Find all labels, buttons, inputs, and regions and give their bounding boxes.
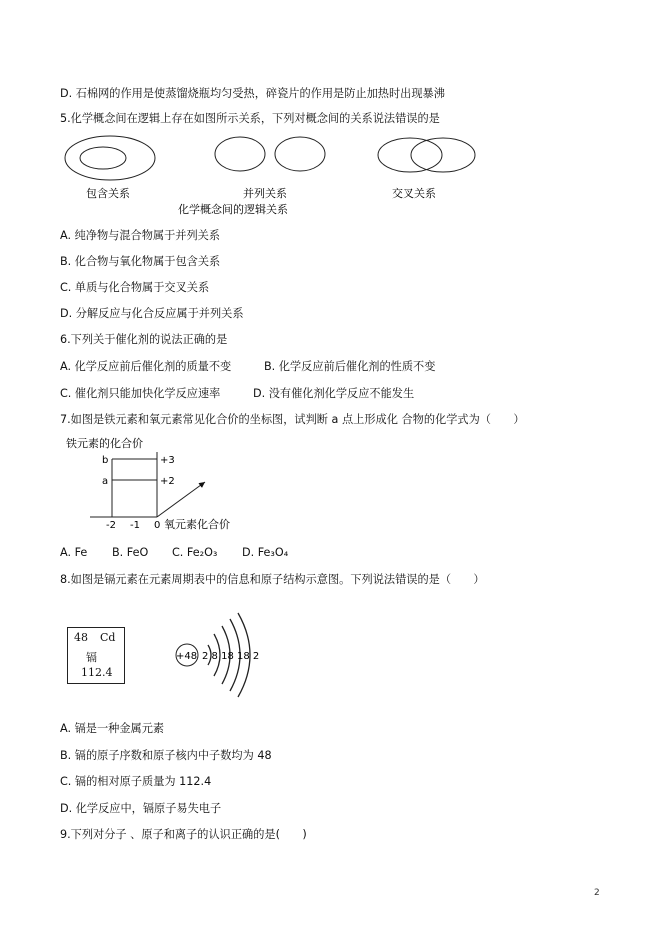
- q6-option-c: C. 催化剂只能加快化学反应速率: [60, 387, 221, 400]
- q8-option-a: A. 镉是一种金属元素: [60, 722, 165, 735]
- plus2-label: +2: [160, 476, 175, 487]
- plus3-label: +3: [160, 455, 175, 466]
- q6-option-b: B. 化学反应前后催化剂的性质不变: [264, 360, 436, 373]
- parallel-left-ellipse: [215, 137, 265, 171]
- cross-right-ellipse: [411, 138, 475, 172]
- cross-left-ellipse: [378, 138, 442, 172]
- q5-option-d: D. 分解反应与化合反应属于并列关系: [60, 307, 244, 320]
- x-tick-minus1: -1: [130, 520, 140, 531]
- q7-valence-graph: [0, 430, 661, 540]
- page-number: 2: [594, 888, 600, 898]
- nucleus-charge: +48: [176, 651, 198, 662]
- contain-inner-ellipse: [80, 147, 126, 169]
- q5-option-a: A. 纯净物与混合物属于并列关系: [60, 229, 221, 242]
- q8-option-b: B. 镉的原子序数和原子核内中子数均为 48: [60, 749, 272, 762]
- q6-stem: 6.下列关于催化剂的说法正确的是: [60, 333, 228, 346]
- element-symbol: Cd: [100, 631, 116, 644]
- x-axis-title: 氧元素化合价: [164, 518, 230, 531]
- q7-option-c: C. Fe₂O₃: [172, 546, 218, 559]
- atom-structure-diagram: [170, 608, 290, 698]
- atomic-number: 48: [74, 631, 88, 644]
- contain-label: 包含关系: [86, 187, 130, 200]
- diagram-caption: 化学概念间的逻辑关系: [178, 203, 288, 216]
- contain-outer-ellipse: [65, 136, 155, 180]
- q9-stem: 9.下列对分子 、原子和离子的认识正确的是( ): [60, 828, 307, 841]
- a-label: a: [102, 476, 109, 487]
- q5-logic-diagram: [0, 130, 661, 220]
- q6-option-d: D. 没有催化剂化学反应不能发生: [253, 387, 415, 400]
- q7-option-b: B. FeO: [112, 546, 149, 559]
- atomic-mass: 112.4: [81, 666, 113, 679]
- parallel-label: 并列关系: [243, 187, 287, 200]
- q7-option-a: A. Fe: [60, 546, 88, 559]
- q7-option-d: D. Fe₃O₄: [242, 546, 289, 559]
- x-tick-minus2: -2: [106, 520, 116, 531]
- trend-arrow: [157, 482, 205, 517]
- q5-stem: 5.化学概念间在逻辑上存在如图所示关系，下列对概念间的关系说法错误的是: [60, 112, 440, 125]
- q5-option-c: C. 单质与化合物属于交叉关系: [60, 281, 210, 294]
- q8-stem: 8.如图是镉元素在元素周期表中的信息和原子结构示意图。下列说法错误的是（ ）: [60, 573, 485, 586]
- shell-electron-counts: 2 8 18 18 2: [202, 651, 260, 662]
- q6-option-a: A. 化学反应前后催化剂的质量不变: [60, 360, 232, 373]
- parallel-right-ellipse: [275, 137, 325, 171]
- q8-option-d: D. 化学反应中，镉原子易失电子: [60, 802, 222, 815]
- y-axis-title: 铁元素的化合价: [66, 437, 143, 450]
- b-label: b: [102, 455, 109, 466]
- element-name: 镉: [86, 651, 97, 664]
- option-d-text: D. 石棉网的作用是使蒸馏烧瓶均匀受热，碎瓷片的作用是防止加热时出现暴沸: [60, 87, 445, 100]
- q8-option-c: C. 镉的相对原子质量为 112.4: [60, 775, 212, 788]
- cross-label: 交叉关系: [392, 187, 436, 200]
- q5-option-b: B. 化合物与氧化物属于包含关系: [60, 255, 221, 268]
- periodic-table-cell: [67, 627, 125, 684]
- q7-stem: 7.如图是铁元素和氧元素常见化合价的坐标图，试判断 a 点上形成化 合物的化学式为（ ）: [60, 413, 525, 426]
- x-tick-0: 0: [154, 520, 161, 531]
